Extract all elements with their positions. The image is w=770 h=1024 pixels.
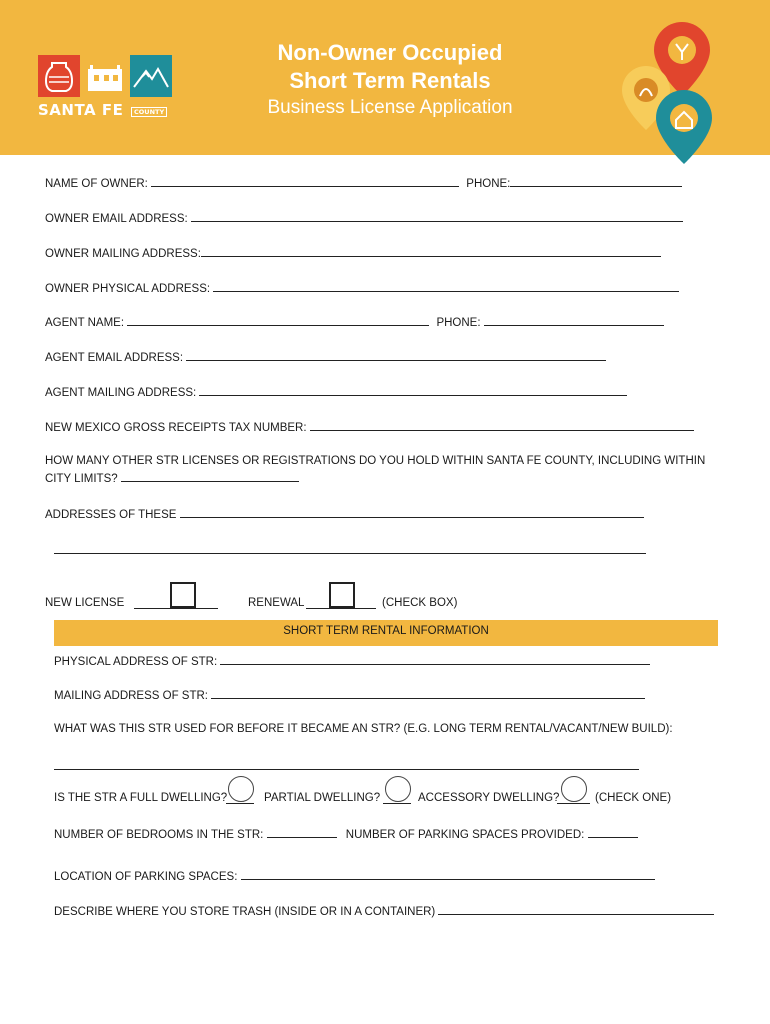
gross-receipts-row	[45, 419, 694, 435]
pottery-icon	[38, 55, 80, 97]
addresses-row	[45, 506, 644, 522]
subtitle: Business License Application	[267, 97, 513, 118]
addresses-field[interactable]	[180, 506, 644, 518]
str-used-before-label: WHAT WAS THIS STR USED FOR BEFORE IT BECAME AN STR? (E.G. LONG TERM RENTAL/VACANT/NEW BUILD):	[54, 723, 673, 735]
bedrooms-parking-row	[54, 826, 638, 842]
str-physical-field[interactable]	[220, 653, 650, 665]
addresses-label: ADDRESSES OF THESE	[45, 509, 177, 521]
partial-dwelling-line	[383, 803, 411, 804]
owner-name-row	[45, 175, 682, 191]
other-licenses-field[interactable]	[121, 470, 299, 482]
logo-text: SANTA FE	[38, 101, 124, 119]
other-licenses-row	[45, 470, 299, 486]
agent-mailing-row	[45, 384, 627, 400]
new-license-checkbox[interactable]	[170, 582, 196, 608]
agent-mailing-label: AGENT MAILING ADDRESS:	[45, 387, 197, 399]
gross-receipts-label: NEW MEXICO GROSS RECEIPTS TAX NUMBER:	[45, 422, 307, 434]
str-used-before-field[interactable]	[54, 769, 639, 770]
check-box-note: (CHECK BOX)	[382, 597, 458, 609]
renewal-line	[306, 608, 376, 609]
str-physical-row	[54, 653, 650, 669]
owner-email-row	[45, 210, 683, 226]
renewal-label: RENEWAL	[248, 597, 305, 609]
str-mailing-label: MAILING ADDRESS OF STR:	[54, 690, 208, 702]
parking-spaces-label: NUMBER OF PARKING SPACES PROVIDED:	[345, 829, 585, 841]
trash-label: DESCRIBE WHERE YOU STORE TRASH (INSIDE OR IN A CONTAINER)	[54, 906, 436, 918]
trash-row	[54, 903, 714, 919]
owner-mailing-row	[45, 245, 661, 261]
trash-field[interactable]	[438, 903, 714, 915]
owner-mailing-field[interactable]	[201, 245, 661, 257]
owner-mailing-label: OWNER MAILING ADDRESS:	[45, 248, 201, 260]
title-line-1: Non-Owner Occupied	[277, 40, 503, 65]
agent-email-label: AGENT EMAIL ADDRESS:	[45, 352, 184, 364]
agent-phone-field[interactable]	[484, 314, 664, 326]
str-mailing-row	[54, 687, 645, 703]
parking-location-row	[54, 868, 655, 884]
owner-phone-label: PHONE:	[466, 178, 511, 190]
owner-phone-field[interactable]	[510, 175, 682, 187]
agent-phone-label: PHONE:	[436, 317, 481, 329]
section-header-str-info: SHORT TERM RENTAL INFORMATION	[54, 620, 718, 646]
parking-spaces-field[interactable]	[588, 826, 638, 838]
new-license-label: NEW LICENSE	[45, 597, 125, 609]
other-licenses-label-line2: CITY LIMITS?	[45, 473, 118, 485]
accessory-dwelling-radio[interactable]	[561, 776, 587, 802]
gross-receipts-field[interactable]	[310, 419, 694, 431]
new-license-line	[134, 608, 218, 609]
owner-email-field[interactable]	[191, 210, 683, 222]
partial-dwelling-label: PARTIAL DWELLING?	[264, 792, 381, 804]
addresses-extra-line[interactable]	[54, 553, 646, 554]
str-mailing-field[interactable]	[211, 687, 645, 699]
other-licenses-question: HOW MANY OTHER STR LICENSES OR REGISTRATIONS DO YOU HOLD WITHIN SANTA FE COUNTY, INCLUDING WITHIN	[45, 455, 706, 467]
renewal-checkbox[interactable]	[329, 582, 355, 608]
partial-dwelling-radio[interactable]	[385, 776, 411, 802]
logo-county-badge: COUNTY	[131, 107, 167, 117]
parking-location-label: LOCATION OF PARKING SPACES:	[54, 871, 238, 883]
santa-fe-county-logo	[38, 55, 174, 125]
owner-email-label: OWNER EMAIL ADDRESS:	[45, 213, 188, 225]
title-line-2: Short Term Rentals	[289, 68, 491, 93]
parking-location-field[interactable]	[241, 868, 655, 880]
agent-email-row	[45, 349, 606, 365]
full-dwelling-line	[226, 803, 254, 804]
adobe-building-icon	[84, 55, 126, 97]
map-pin-icons	[610, 18, 725, 168]
accessory-dwelling-label: ACCESSORY DWELLING?	[418, 792, 560, 804]
owner-name-field[interactable]	[151, 175, 459, 187]
owner-physical-label: OWNER PHYSICAL ADDRESS:	[45, 283, 211, 295]
agent-name-label: AGENT NAME:	[45, 317, 125, 329]
owner-physical-row	[45, 280, 679, 296]
check-one-note: (CHECK ONE)	[595, 792, 672, 804]
agent-email-field[interactable]	[186, 349, 606, 361]
agent-name-row	[45, 314, 664, 330]
full-dwelling-radio[interactable]	[228, 776, 254, 802]
bedrooms-label: NUMBER OF BEDROOMS IN THE STR:	[54, 829, 264, 841]
owner-name-label: NAME OF OWNER:	[45, 178, 148, 190]
full-dwelling-label: IS THE STR A FULL DWELLING?	[54, 792, 228, 804]
str-physical-label: PHYSICAL ADDRESS OF STR:	[54, 656, 218, 668]
owner-physical-field[interactable]	[213, 280, 679, 292]
mountain-icon	[130, 55, 172, 97]
agent-mailing-field[interactable]	[199, 384, 627, 396]
agent-name-field[interactable]	[127, 314, 429, 326]
header-banner	[0, 0, 770, 155]
bedrooms-field[interactable]	[267, 826, 337, 838]
accessory-dwelling-line	[557, 803, 590, 804]
